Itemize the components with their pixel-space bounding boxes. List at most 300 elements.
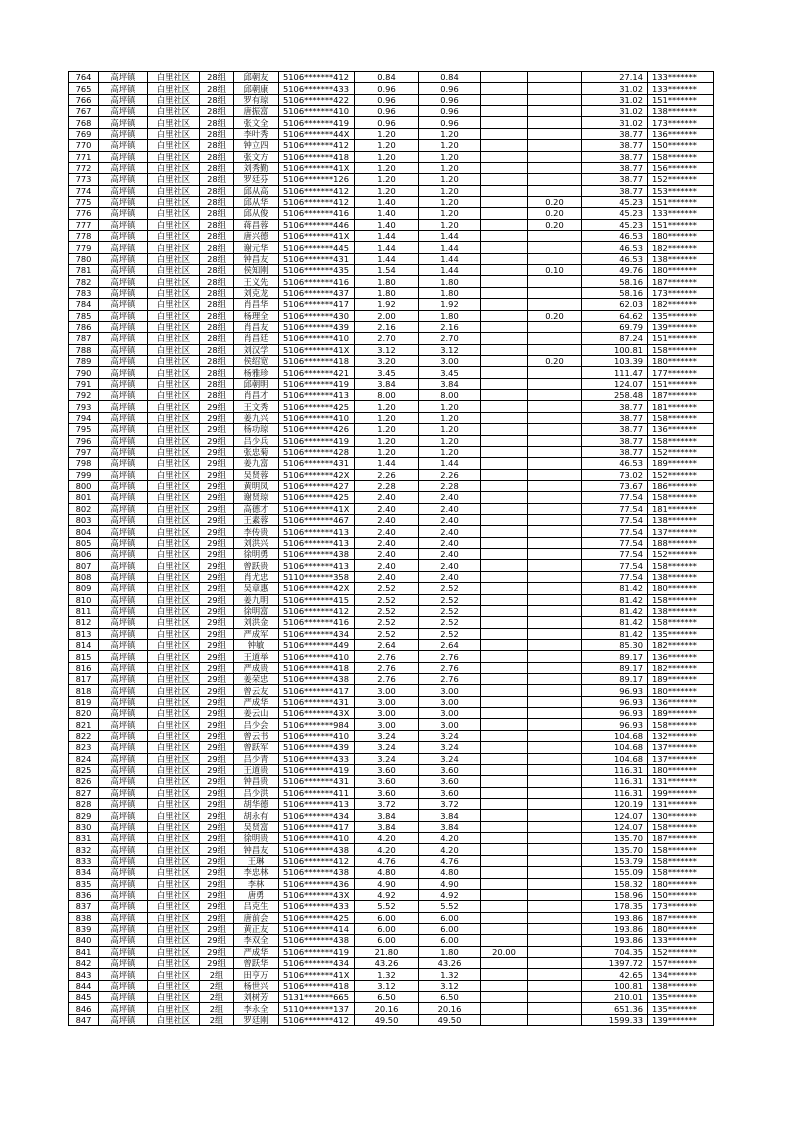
town-cell: 高坪镇	[99, 867, 148, 878]
phone-cell: 158*******	[648, 844, 714, 855]
row-number: 781	[69, 265, 99, 276]
group-cell: 2组	[200, 969, 234, 980]
area-c-cell	[528, 424, 582, 435]
community-cell: 白里社区	[148, 117, 200, 128]
table-row	[69, 151, 714, 162]
area-c-cell	[528, 992, 582, 1003]
group-cell: 29组	[200, 435, 234, 446]
amount-cell: 111.47	[582, 367, 648, 378]
name-cell: 钟昌友	[234, 253, 279, 264]
town-cell: 高坪镇	[99, 367, 148, 378]
area-total-cell: 2.40	[355, 515, 419, 526]
area-a-cell: 3.60	[419, 787, 481, 798]
community-cell: 白里社区	[148, 742, 200, 753]
amount-cell: 38.77	[582, 185, 648, 196]
town-cell: 高坪镇	[99, 480, 148, 491]
name-cell: 刘汉学	[234, 344, 279, 355]
phone-cell: 158*******	[648, 412, 714, 423]
id-number-cell: 5110*******137	[279, 1003, 355, 1014]
id-number-cell: 5106*******417	[279, 299, 355, 310]
community-cell: 白里社区	[148, 367, 200, 378]
community-cell: 白里社区	[148, 242, 200, 253]
area-b-cell	[481, 549, 528, 560]
area-c-cell	[528, 560, 582, 571]
area-a-cell: 4.90	[419, 878, 481, 889]
area-a-cell: 2.40	[419, 537, 481, 548]
town-cell: 高坪镇	[99, 196, 148, 207]
area-b-cell	[481, 617, 528, 628]
row-number: 822	[69, 730, 99, 741]
area-c-cell	[528, 1003, 582, 1014]
area-total-cell: 1.20	[355, 162, 419, 173]
group-cell: 29组	[200, 753, 234, 764]
group-cell: 29组	[200, 878, 234, 889]
town-cell: 高坪镇	[99, 571, 148, 582]
area-a-cell: 0.96	[419, 83, 481, 94]
town-cell: 高坪镇	[99, 390, 148, 401]
area-total-cell: 1.20	[355, 424, 419, 435]
group-cell: 2组	[200, 992, 234, 1003]
community-cell: 白里社区	[148, 639, 200, 650]
area-b-cell	[481, 912, 528, 923]
amount-cell: 116.31	[582, 787, 648, 798]
area-b-cell	[481, 901, 528, 912]
name-cell: 肖尤忠	[234, 571, 279, 582]
area-c-cell	[528, 912, 582, 923]
name-cell: 严成华	[234, 946, 279, 957]
community-cell: 白里社区	[148, 560, 200, 571]
area-a-cell: 2.52	[419, 583, 481, 594]
town-cell: 高坪镇	[99, 219, 148, 230]
group-cell: 29组	[200, 492, 234, 503]
town-cell: 高坪镇	[99, 162, 148, 173]
phone-cell: 138*******	[648, 605, 714, 616]
name-cell: 谢元华	[234, 242, 279, 253]
group-cell: 29组	[200, 560, 234, 571]
area-a-cell: 3.24	[419, 753, 481, 764]
phone-cell: 158*******	[648, 867, 714, 878]
area-a-cell: 1.20	[419, 196, 481, 207]
group-cell: 29组	[200, 855, 234, 866]
amount-cell: 46.53	[582, 231, 648, 242]
area-b-cell	[481, 821, 528, 832]
phone-cell: 187*******	[648, 833, 714, 844]
area-a-cell: 2.52	[419, 617, 481, 628]
town-cell: 高坪镇	[99, 117, 148, 128]
row-number: 789	[69, 355, 99, 366]
area-b-cell	[481, 674, 528, 685]
area-total-cell: 1.44	[355, 242, 419, 253]
area-b-cell	[481, 844, 528, 855]
area-b-cell	[481, 855, 528, 866]
phone-cell: 173*******	[648, 287, 714, 298]
area-a-cell: 43.26	[419, 958, 481, 969]
area-c-cell	[528, 367, 582, 378]
area-c-cell	[528, 401, 582, 412]
phone-cell: 153*******	[648, 185, 714, 196]
area-a-cell: 3.72	[419, 799, 481, 810]
id-number-cell: 5106*******410	[279, 730, 355, 741]
area-a-cell: 1.20	[419, 412, 481, 423]
town-cell: 高坪镇	[99, 617, 148, 628]
area-a-cell: 3.84	[419, 378, 481, 389]
table-row	[69, 855, 714, 866]
amount-cell: 46.53	[582, 253, 648, 264]
area-total-cell: 2.00	[355, 310, 419, 321]
id-number-cell: 5106*******412	[279, 140, 355, 151]
id-number-cell: 5106*******434	[279, 628, 355, 639]
row-number: 804	[69, 526, 99, 537]
area-b-cell	[481, 219, 528, 230]
area-b-cell	[481, 106, 528, 117]
area-b-cell	[481, 435, 528, 446]
area-a-cell: 1.20	[419, 185, 481, 196]
area-a-cell: 0.96	[419, 117, 481, 128]
area-b-cell	[481, 923, 528, 934]
group-cell: 29组	[200, 515, 234, 526]
row-number: 790	[69, 367, 99, 378]
area-c-cell	[528, 617, 582, 628]
town-cell: 高坪镇	[99, 401, 148, 412]
area-total-cell: 2.16	[355, 321, 419, 332]
area-a-cell: 2.70	[419, 333, 481, 344]
name-cell: 姜荣忠	[234, 674, 279, 685]
name-cell: 肖昌廷	[234, 333, 279, 344]
id-number-cell: 5106*******418	[279, 355, 355, 366]
area-total-cell: 8.00	[355, 390, 419, 401]
phone-cell: 189*******	[648, 458, 714, 469]
area-c-cell	[528, 742, 582, 753]
amount-cell: 45.23	[582, 208, 648, 219]
area-c-cell	[528, 458, 582, 469]
id-number-cell: 5106*******439	[279, 742, 355, 753]
community-cell: 白里社区	[148, 128, 200, 139]
community-cell: 白里社区	[148, 151, 200, 162]
community-cell: 白里社区	[148, 231, 200, 242]
group-cell: 28组	[200, 355, 234, 366]
community-cell: 白里社区	[148, 776, 200, 787]
id-number-cell: 5106*******416	[279, 276, 355, 287]
name-cell: 吕克生	[234, 901, 279, 912]
town-cell: 高坪镇	[99, 94, 148, 105]
id-number-cell: 5106*******431	[279, 696, 355, 707]
table-row	[69, 265, 714, 276]
area-c-cell	[528, 526, 582, 537]
group-cell: 29组	[200, 730, 234, 741]
area-total-cell: 2.40	[355, 560, 419, 571]
group-cell: 28组	[200, 174, 234, 185]
town-cell: 高坪镇	[99, 992, 148, 1003]
amount-cell: 96.93	[582, 696, 648, 707]
id-number-cell: 5106*******412	[279, 1014, 355, 1025]
id-number-cell: 5106*******430	[279, 310, 355, 321]
area-a-cell: 2.40	[419, 526, 481, 537]
area-c-cell	[528, 83, 582, 94]
amount-cell: 87.24	[582, 333, 648, 344]
phone-cell: 181*******	[648, 503, 714, 514]
town-cell: 高坪镇	[99, 355, 148, 366]
phone-cell: 173*******	[648, 901, 714, 912]
area-b-cell	[481, 730, 528, 741]
phone-cell: 189*******	[648, 708, 714, 719]
amount-cell: 58.16	[582, 276, 648, 287]
area-total-cell: 3.60	[355, 787, 419, 798]
area-c-cell	[528, 844, 582, 855]
amount-cell: 77.54	[582, 549, 648, 560]
community-cell: 白里社区	[148, 106, 200, 117]
area-b-cell	[481, 117, 528, 128]
area-c-cell	[528, 764, 582, 775]
area-b-cell	[481, 776, 528, 787]
table-row	[69, 958, 714, 969]
community-cell: 白里社区	[148, 390, 200, 401]
row-number: 767	[69, 106, 99, 117]
area-a-cell: 3.24	[419, 742, 481, 753]
phone-cell: 135*******	[648, 628, 714, 639]
name-cell: 杨功琼	[234, 424, 279, 435]
id-number-cell: 5106*******410	[279, 412, 355, 423]
area-total-cell: 2.76	[355, 674, 419, 685]
phone-cell: 139*******	[648, 321, 714, 332]
area-c-cell	[528, 344, 582, 355]
town-cell: 高坪镇	[99, 833, 148, 844]
group-cell: 28组	[200, 333, 234, 344]
group-cell: 28组	[200, 344, 234, 355]
table-row	[69, 912, 714, 923]
area-a-cell: 1.80	[419, 287, 481, 298]
community-cell: 白里社区	[148, 344, 200, 355]
community-cell: 白里社区	[148, 537, 200, 548]
phone-cell: 133*******	[648, 72, 714, 83]
town-cell: 高坪镇	[99, 628, 148, 639]
area-c-cell	[528, 276, 582, 287]
id-number-cell: 5106*******42X	[279, 469, 355, 480]
area-a-cell: 6.00	[419, 935, 481, 946]
phone-cell: 152*******	[648, 446, 714, 457]
amount-cell: 77.54	[582, 560, 648, 571]
table-row	[69, 83, 714, 94]
table-row	[69, 140, 714, 151]
name-cell: 黄正友	[234, 923, 279, 934]
table-row	[69, 174, 714, 185]
area-a-cell: 1.92	[419, 299, 481, 310]
area-total-cell: 2.76	[355, 651, 419, 662]
id-number-cell: 5106*******419	[279, 435, 355, 446]
phone-cell: 158*******	[648, 560, 714, 571]
area-total-cell: 2.70	[355, 333, 419, 344]
town-cell: 高坪镇	[99, 231, 148, 242]
area-a-cell: 2.28	[419, 480, 481, 491]
id-number-cell: 5106*******41X	[279, 969, 355, 980]
table-row	[69, 480, 714, 491]
group-cell: 29组	[200, 401, 234, 412]
id-number-cell: 5131*******665	[279, 992, 355, 1003]
id-number-cell: 5106*******419	[279, 378, 355, 389]
id-number-cell: 5106*******41X	[279, 162, 355, 173]
area-c-cell	[528, 106, 582, 117]
id-number-cell: 5106*******412	[279, 605, 355, 616]
group-cell: 29组	[200, 605, 234, 616]
phone-cell: 131*******	[648, 799, 714, 810]
group-cell: 29组	[200, 480, 234, 491]
phone-cell: 152*******	[648, 549, 714, 560]
area-b-cell	[481, 333, 528, 344]
row-number: 780	[69, 253, 99, 264]
area-b-cell	[481, 833, 528, 844]
amount-cell: 124.07	[582, 821, 648, 832]
row-number: 831	[69, 833, 99, 844]
community-cell: 白里社区	[148, 446, 200, 457]
row-number: 788	[69, 344, 99, 355]
name-cell: 邱朝明	[234, 378, 279, 389]
town-cell: 高坪镇	[99, 980, 148, 991]
area-b-cell	[481, 764, 528, 775]
row-number: 779	[69, 242, 99, 253]
area-c-cell	[528, 242, 582, 253]
area-total-cell: 2.52	[355, 583, 419, 594]
area-c-cell	[528, 923, 582, 934]
id-number-cell: 5106*******43X	[279, 708, 355, 719]
amount-cell: 178.35	[582, 901, 648, 912]
town-cell: 高坪镇	[99, 72, 148, 83]
area-total-cell: 6.00	[355, 935, 419, 946]
group-cell: 28组	[200, 287, 234, 298]
community-cell: 白里社区	[148, 594, 200, 605]
id-number-cell: 5106*******412	[279, 855, 355, 866]
area-c-cell	[528, 503, 582, 514]
row-number: 797	[69, 446, 99, 457]
area-b-cell	[481, 958, 528, 969]
area-a-cell: 4.20	[419, 844, 481, 855]
group-cell: 29组	[200, 810, 234, 821]
area-c-cell	[528, 378, 582, 389]
phone-cell: 132*******	[648, 730, 714, 741]
amount-cell: 81.42	[582, 617, 648, 628]
id-number-cell: 5106*******434	[279, 810, 355, 821]
community-cell: 白里社区	[148, 208, 200, 219]
id-number-cell: 5106*******467	[279, 515, 355, 526]
phone-cell: 138*******	[648, 571, 714, 582]
town-cell: 高坪镇	[99, 742, 148, 753]
name-cell: 邱从高	[234, 185, 279, 196]
group-cell: 29组	[200, 889, 234, 900]
table-row	[69, 390, 714, 401]
area-c-cell	[528, 94, 582, 105]
town-cell: 高坪镇	[99, 435, 148, 446]
area-a-cell: 1.20	[419, 174, 481, 185]
group-cell: 29组	[200, 787, 234, 798]
area-total-cell: 0.96	[355, 83, 419, 94]
area-a-cell: 1.20	[419, 140, 481, 151]
group-cell: 29组	[200, 594, 234, 605]
id-number-cell: 5106*******425	[279, 912, 355, 923]
area-a-cell: 2.64	[419, 639, 481, 650]
amount-cell: 89.17	[582, 651, 648, 662]
area-b-cell	[481, 935, 528, 946]
table-row	[69, 628, 714, 639]
row-number: 846	[69, 1003, 99, 1014]
phone-cell: 136*******	[648, 424, 714, 435]
phone-cell: 158*******	[648, 617, 714, 628]
community-cell: 白里社区	[148, 355, 200, 366]
row-number: 840	[69, 935, 99, 946]
area-c-cell	[528, 174, 582, 185]
row-number: 768	[69, 117, 99, 128]
row-number: 827	[69, 787, 99, 798]
town-cell: 高坪镇	[99, 503, 148, 514]
row-number: 811	[69, 605, 99, 616]
area-a-cell: 3.45	[419, 367, 481, 378]
community-cell: 白里社区	[148, 310, 200, 321]
community-cell: 白里社区	[148, 719, 200, 730]
id-number-cell: 5106*******433	[279, 901, 355, 912]
area-c-cell	[528, 117, 582, 128]
area-b-cell	[481, 344, 528, 355]
group-cell: 28组	[200, 367, 234, 378]
area-c-cell	[528, 390, 582, 401]
town-cell: 高坪镇	[99, 821, 148, 832]
area-b-cell	[481, 162, 528, 173]
id-number-cell: 5106*******44X	[279, 128, 355, 139]
area-b-cell	[481, 628, 528, 639]
area-total-cell: 3.00	[355, 685, 419, 696]
town-cell: 高坪镇	[99, 446, 148, 457]
id-number-cell: 5106*******437	[279, 287, 355, 298]
group-cell: 29组	[200, 662, 234, 673]
area-a-cell: 4.20	[419, 833, 481, 844]
area-a-cell: 2.40	[419, 560, 481, 571]
town-cell: 高坪镇	[99, 969, 148, 980]
community-cell: 白里社区	[148, 1003, 200, 1014]
amount-cell: 62.03	[582, 299, 648, 310]
row-number: 765	[69, 83, 99, 94]
table-row	[69, 844, 714, 855]
area-c-cell	[528, 958, 582, 969]
amount-cell: 38.77	[582, 435, 648, 446]
area-c-cell	[528, 685, 582, 696]
town-cell: 高坪镇	[99, 583, 148, 594]
row-number: 778	[69, 231, 99, 242]
area-c-cell	[528, 662, 582, 673]
group-cell: 28组	[200, 196, 234, 207]
area-c-cell	[528, 946, 582, 957]
community-cell: 白里社区	[148, 662, 200, 673]
community-cell: 白里社区	[148, 196, 200, 207]
amount-cell: 42.65	[582, 969, 648, 980]
community-cell: 白里社区	[148, 764, 200, 775]
community-cell: 白里社区	[148, 708, 200, 719]
row-number: 823	[69, 742, 99, 753]
area-b-cell	[481, 492, 528, 503]
area-b-cell	[481, 287, 528, 298]
town-cell: 高坪镇	[99, 1003, 148, 1014]
id-number-cell: 5106*******418	[279, 980, 355, 991]
area-b-cell	[481, 742, 528, 753]
id-number-cell: 5106*******438	[279, 867, 355, 878]
town-cell: 高坪镇	[99, 458, 148, 469]
name-cell: 吴贤富	[234, 821, 279, 832]
town-cell: 高坪镇	[99, 299, 148, 310]
area-total-cell: 0.96	[355, 106, 419, 117]
area-b-cell	[481, 799, 528, 810]
area-a-cell: 0.96	[419, 94, 481, 105]
name-cell: 李双全	[234, 935, 279, 946]
area-total-cell: 3.84	[355, 378, 419, 389]
phone-cell: 180*******	[648, 583, 714, 594]
town-cell: 高坪镇	[99, 810, 148, 821]
name-cell: 胡永有	[234, 810, 279, 821]
area-c-cell: 0.20	[528, 355, 582, 366]
